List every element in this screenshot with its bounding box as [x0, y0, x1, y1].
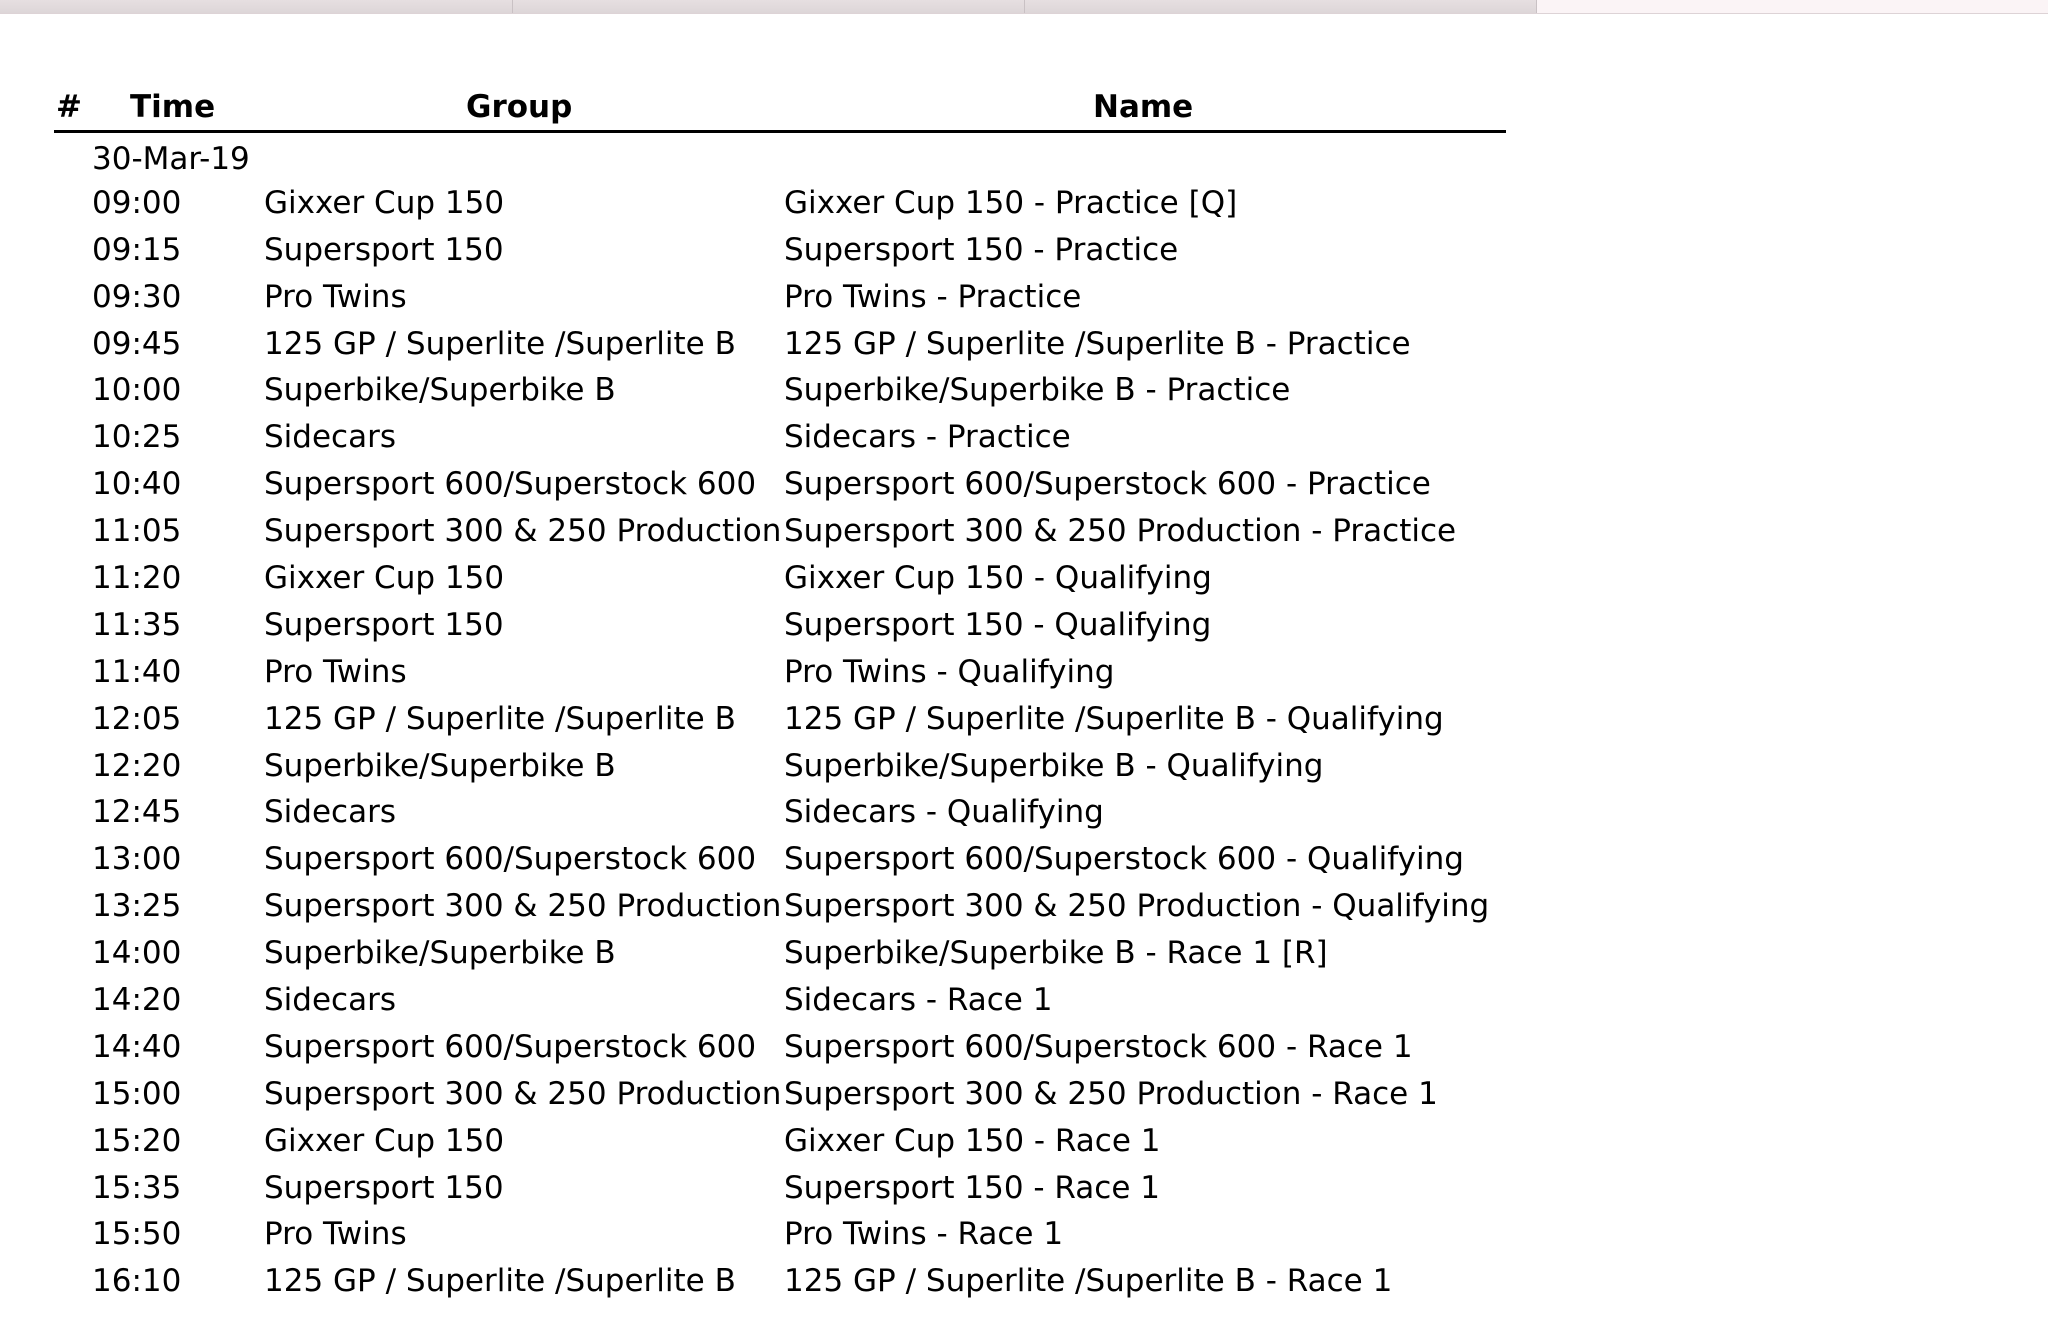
row-group: Supersport 150 — [264, 1169, 504, 1206]
row-time: 09:00 — [92, 184, 182, 221]
row-group: Superbike/Superbike B — [264, 372, 616, 409]
row-group: 125 GP / Superlite /Superlite B — [264, 325, 736, 362]
row-name: Supersport 150 - Practice — [784, 231, 1179, 268]
row-group: Pro Twins — [264, 653, 407, 690]
table-row — [54, 414, 1506, 461]
row-time: 14:20 — [92, 982, 182, 1019]
table-row — [54, 696, 1506, 743]
row-group: Superbike/Superbike B — [264, 747, 616, 784]
row-name: 125 GP / Superlite /Superlite B - Practice — [784, 325, 1411, 362]
table-row — [54, 555, 1506, 602]
row-group: 125 GP / Superlite /Superlite B — [264, 700, 736, 737]
row-group: Sidecars — [264, 419, 396, 456]
row-name: Superbike/Superbike B - Race 1 [R] — [784, 935, 1328, 972]
table-row — [54, 508, 1506, 555]
row-time: 10:40 — [92, 466, 182, 503]
row-time: 09:45 — [92, 325, 182, 362]
row-group: Supersport 600/Superstock 600 — [264, 841, 757, 878]
row-time: 12:20 — [92, 747, 182, 784]
row-group: Supersport 600/Superstock 600 — [264, 1028, 757, 1065]
table-row — [54, 180, 1506, 227]
row-name: Pro Twins - Practice — [784, 278, 1082, 315]
row-name: Supersport 300 & 250 Production - Qualifying — [784, 888, 1490, 925]
row-time: 11:40 — [92, 653, 182, 690]
row-name: Gixxer Cup 150 - Practice [Q] — [784, 184, 1238, 221]
table-row — [54, 367, 1506, 414]
row-name: Gixxer Cup 150 - Qualifying — [784, 560, 1212, 597]
row-name: Gixxer Cup 150 - Race 1 — [784, 1122, 1161, 1159]
schedule-rows — [54, 180, 1506, 1305]
row-group: Sidecars — [264, 982, 396, 1019]
table-row — [54, 649, 1506, 696]
row-group: Gixxer Cup 150 — [264, 560, 505, 597]
header-group: Group — [466, 89, 573, 125]
row-time: 15:20 — [92, 1122, 182, 1159]
row-time: 14:40 — [92, 1028, 182, 1065]
row-name: Sidecars - Race 1 — [784, 982, 1053, 1019]
row-time: 11:20 — [92, 560, 182, 597]
row-time: 12:45 — [92, 794, 182, 831]
row-group: Supersport 300 & 250 Production — [264, 1075, 782, 1112]
table-row — [54, 1071, 1506, 1118]
table-row — [54, 1024, 1506, 1071]
row-name: Superbike/Superbike B - Qualifying — [784, 747, 1324, 784]
row-time: 10:25 — [92, 419, 182, 456]
row-time: 15:35 — [92, 1169, 182, 1206]
row-name: Supersport 150 - Race 1 — [784, 1169, 1160, 1206]
row-time: 12:05 — [92, 700, 182, 737]
row-time: 15:00 — [92, 1075, 182, 1112]
row-group: 125 GP / Superlite /Superlite B — [264, 1263, 736, 1300]
row-time: 13:25 — [92, 888, 182, 925]
row-name: Pro Twins - Race 1 — [784, 1216, 1064, 1253]
row-group: Sidecars — [264, 794, 396, 831]
table-header — [54, 84, 1506, 133]
date-row — [54, 133, 1506, 180]
row-time: 10:00 — [92, 372, 182, 409]
table-row — [54, 1258, 1506, 1305]
row-group: Supersport 300 & 250 Production — [264, 513, 782, 550]
row-group: Supersport 300 & 250 Production — [264, 888, 782, 925]
header-name: Name — [1093, 89, 1194, 125]
row-name: Superbike/Superbike B - Practice — [784, 372, 1291, 409]
row-time: 15:50 — [92, 1216, 182, 1253]
table-row — [54, 227, 1506, 274]
row-name: Sidecars - Qualifying — [784, 794, 1104, 831]
table-row — [54, 602, 1506, 649]
table-row — [54, 836, 1506, 883]
row-group: Superbike/Superbike B — [264, 935, 616, 972]
row-time: 09:15 — [92, 231, 182, 268]
row-group: Gixxer Cup 150 — [264, 1122, 505, 1159]
table-row — [54, 461, 1506, 508]
header-number: # — [56, 89, 82, 125]
row-group: Gixxer Cup 150 — [264, 184, 505, 221]
row-time: 14:00 — [92, 935, 182, 972]
row-group: Pro Twins — [264, 1216, 407, 1253]
table-row — [54, 1211, 1506, 1258]
row-name: Pro Twins - Qualifying — [784, 653, 1115, 690]
table-row — [54, 1118, 1506, 1165]
row-group: Supersport 150 — [264, 606, 504, 643]
row-name: Supersport 150 - Qualifying — [784, 606, 1212, 643]
header-time: Time — [130, 89, 216, 125]
tab-1[interactable] — [0, 0, 513, 13]
row-name: Supersport 300 & 250 Production - Race 1 — [784, 1075, 1438, 1112]
row-name: Supersport 600/Superstock 600 - Race 1 — [784, 1028, 1413, 1065]
table-row — [54, 977, 1506, 1024]
tab-strip — [0, 0, 2048, 14]
row-name: Supersport 600/Superstock 600 - Qualifying — [784, 841, 1464, 878]
row-time: 16:10 — [92, 1263, 182, 1300]
table-row — [54, 321, 1506, 368]
row-name: Supersport 300 & 250 Production - Practice — [784, 513, 1457, 550]
row-group: Supersport 600/Superstock 600 — [264, 466, 757, 503]
row-group: Supersport 150 — [264, 231, 504, 268]
table-row — [54, 883, 1506, 930]
row-name: 125 GP / Superlite /Superlite B - Qualifying — [784, 700, 1444, 737]
row-time: 11:35 — [92, 606, 182, 643]
table-row — [54, 743, 1506, 790]
row-name: Sidecars - Practice — [784, 419, 1071, 456]
row-time: 13:00 — [92, 841, 182, 878]
tab-2[interactable] — [513, 0, 1025, 13]
row-name: Supersport 600/Superstock 600 - Practice — [784, 466, 1431, 503]
table-row — [54, 1165, 1506, 1212]
row-name: 125 GP / Superlite /Superlite B - Race 1 — [784, 1263, 1393, 1300]
row-group: Pro Twins — [264, 278, 407, 315]
table-row — [54, 274, 1506, 321]
table-row — [54, 930, 1506, 977]
table-row — [54, 789, 1506, 836]
tab-3[interactable] — [1025, 0, 1537, 13]
schedule-table — [54, 84, 1506, 1305]
row-time: 11:05 — [92, 513, 182, 550]
row-time: 09:30 — [92, 278, 182, 315]
date-label: 30-Mar-19 — [92, 141, 250, 177]
